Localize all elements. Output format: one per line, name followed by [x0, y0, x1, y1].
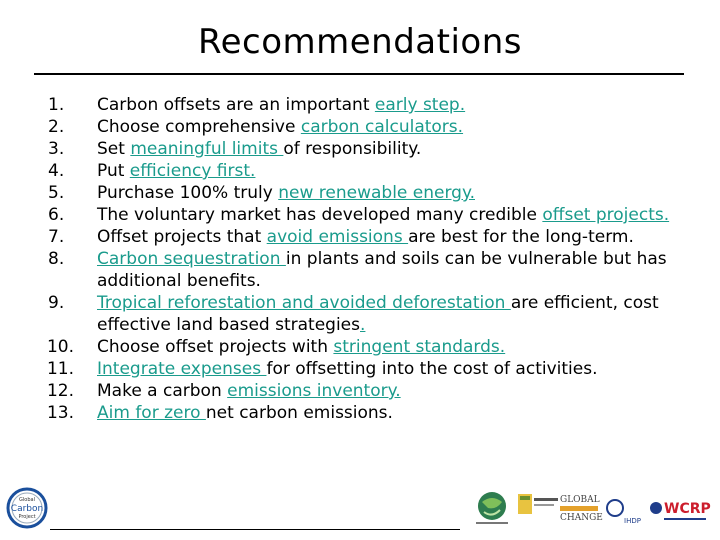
svg-text:Project: Project — [18, 514, 36, 520]
list-item-number: 9. — [48, 293, 65, 313]
recommendation-text: Offset projects that — [97, 227, 267, 247]
recommendation-text: Carbon offsets are an important — [97, 95, 375, 115]
list-item — [34, 138, 704, 160]
recommendation-link[interactable]: emissions inventory. — [227, 381, 401, 401]
recommendation-link[interactable]: avoid emissions — [266, 227, 409, 247]
list-item-number: 7. — [48, 227, 65, 247]
recommendation-text: Make a carbon — [97, 381, 228, 401]
list-item-number: 2. — [48, 117, 65, 137]
recommendation-text: net carbon emissions. — [205, 403, 393, 423]
list-item-number: 10. — [46, 337, 74, 357]
list-item-text — [97, 117, 463, 137]
recommendation-text: for offsetting into the cost of activities. — [266, 359, 598, 379]
list-item-text — [97, 95, 465, 115]
recommendation-link[interactable]: Integrate expenses — [97, 359, 267, 379]
recommendation-link[interactable]: new renewable energy. — [278, 183, 475, 203]
list-item-text — [97, 161, 255, 181]
list-item — [34, 182, 704, 204]
global-change-logo — [560, 495, 603, 523]
recommendation-text: are best for the long-term. — [408, 227, 634, 247]
list-item-number: 5. — [48, 183, 65, 203]
list-item-text — [97, 359, 597, 379]
svg-text:IHDP: IHDP — [624, 517, 641, 525]
recommendation-link[interactable]: efficiency first. — [129, 161, 256, 181]
partner-logos — [470, 488, 715, 530]
list-item-text — [97, 381, 401, 401]
footer-divider — [50, 529, 460, 530]
list-item-number: 12. — [46, 381, 74, 401]
recommendation-link[interactable]: offset projects. — [542, 205, 670, 225]
recommendation-text: are efficient, cost effective land based strategies — [97, 293, 659, 335]
svg-text:Carbon: Carbon — [10, 504, 44, 514]
list-item-number: 3. — [48, 139, 65, 159]
list-item — [34, 116, 704, 138]
recommendation-text: Set — [97, 139, 131, 159]
recommendations-list — [34, 94, 704, 424]
list-item-text — [97, 403, 393, 423]
recommendation-link[interactable]: Aim for zero — [97, 403, 206, 423]
slide-title: Recommendations — [198, 22, 522, 62]
list-item-text — [97, 293, 659, 335]
recommendation-link[interactable]: Carbon sequestration — [97, 249, 286, 269]
list-item-text — [97, 205, 669, 225]
list-item-number: 13. — [46, 403, 74, 423]
global-carbon-project-logo — [6, 486, 48, 530]
recommendation-text: of responsibility. — [283, 139, 422, 159]
recommendation-link[interactable]: carbon calculators. — [300, 117, 464, 137]
list-item-number: 8. — [48, 249, 65, 269]
list-item-number: 6. — [48, 205, 65, 225]
list-item-text — [97, 139, 421, 159]
recommendation-link[interactable]: stringent standards. — [333, 337, 506, 357]
ihdp-logo — [607, 500, 641, 525]
recommendation-text: in plants and soils can be vulnerable but has additional benefits. — [97, 249, 667, 291]
svg-text:CHANGE: CHANGE — [560, 513, 603, 523]
recommendation-text: Purchase 100% truly — [97, 183, 279, 203]
list-item-text — [97, 227, 634, 247]
recommendation-text: Choose offset projects with — [97, 337, 334, 357]
recommendation-text: The voluntary market has developed many credible — [97, 205, 543, 225]
list-item-text — [97, 183, 475, 203]
list-item — [34, 336, 704, 358]
list-item — [34, 292, 704, 336]
esspartnership-globe-icon — [476, 492, 508, 524]
list-item — [34, 160, 704, 182]
list-item-number: 4. — [48, 161, 65, 181]
recommendation-text: Put — [97, 161, 130, 181]
list-item — [34, 248, 704, 292]
list-item — [34, 204, 704, 226]
recommendation-link[interactable]: meaningful limits — [130, 139, 284, 159]
list-item — [34, 226, 704, 248]
recommendation-link[interactable]: early step. — [374, 95, 466, 115]
list-item-number: 11. — [46, 359, 74, 379]
svg-text:WCRP: WCRP — [664, 501, 711, 517]
wcrp-logo — [650, 501, 711, 520]
list-item — [34, 94, 704, 116]
diversitas-logo — [518, 494, 558, 514]
title-divider — [34, 73, 684, 75]
recommendation-link[interactable]: . — [360, 315, 366, 335]
svg-text:GLOBAL: GLOBAL — [560, 495, 600, 505]
list-item-text — [97, 249, 667, 291]
list-item — [34, 402, 704, 424]
list-item — [34, 358, 704, 380]
list-item-number: 1. — [48, 95, 65, 115]
list-item — [34, 380, 704, 402]
list-item-text — [97, 337, 505, 357]
recommendation-text: Choose comprehensive — [97, 117, 301, 137]
recommendation-link[interactable]: Tropical reforestation and avoided deforestation — [97, 293, 511, 313]
svg-text:Global: Global — [19, 497, 35, 503]
